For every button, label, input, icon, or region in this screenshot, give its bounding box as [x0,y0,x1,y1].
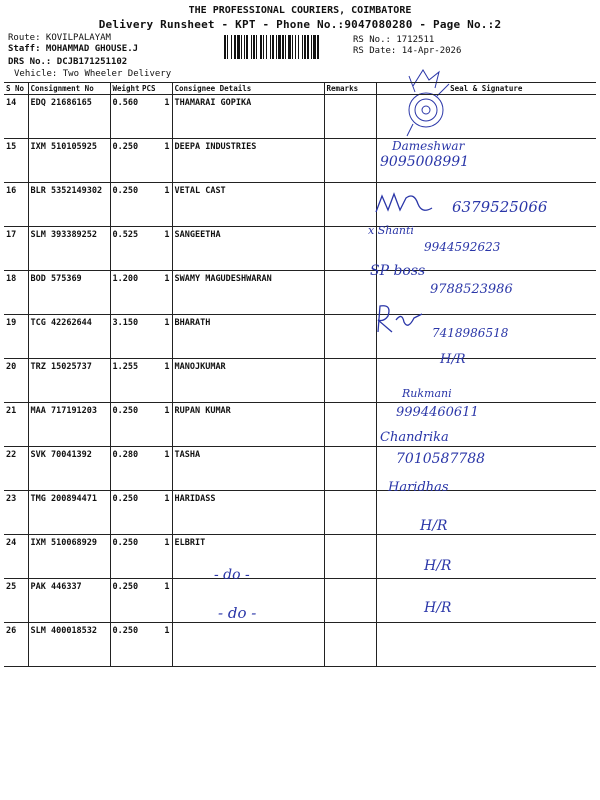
cell-consignee [172,623,324,667]
staff-label: Staff: MOHAMMAD GHOUSE.J [8,44,139,54]
column-header-consignment: Consignment No [28,83,110,95]
cell-remarks [324,491,376,535]
handwritten-name-row15: Dameshwar [392,139,465,153]
cell-sno: 25 [4,579,28,623]
cell-sno: 15 [4,139,28,183]
handwritten-phone-row15: 9095008991 [380,154,470,170]
cell-sno: 18 [4,271,28,315]
column-header-signature: Seal & Signature [376,83,596,95]
cell-sno: 24 [4,535,28,579]
cell-consignment-no: PAK 446337 [28,579,110,623]
table-row [4,359,596,403]
cell-signature [376,623,596,667]
table-row [4,95,596,139]
cell-consignee: DEEPA INDUSTRIES [172,139,324,183]
handwritten-mark-row25: H/R [424,558,452,574]
cell-consignee: BHARATH [172,315,324,359]
table-header-row [4,83,596,95]
column-header-remarks: Remarks [324,83,376,95]
cell-signature [376,535,596,579]
cell-weight: 0.250 [110,183,140,227]
drs-label: DRS No.: [8,57,52,67]
cell-signature [376,491,596,535]
cell-weight: 3.150 [110,315,140,359]
rs-number: RS No.: 1712511 [353,35,435,45]
table-row [4,579,596,623]
table-row [4,403,596,447]
cell-signature [376,579,596,623]
consignment-table [4,82,596,667]
handwritten-phone-row18: 9788523986 [430,282,513,297]
route-label: Route: KOVILPALAYAM [8,33,111,43]
cell-remarks [324,447,376,491]
cell-pcs: 1 [140,359,172,403]
cell-consignment-no: SLM 393389252 [28,227,110,271]
cell-consignee: HARIDASS [172,491,324,535]
vehicle-label: Vehicle: Two Wheeler Delivery [14,69,172,79]
handwritten-name-row23: Haridhas [388,480,449,495]
cell-sno: 17 [4,227,28,271]
cell-consignment-no: BLR 5352149302 [28,183,110,227]
cell-consignment-no: EDQ 21686165 [28,95,110,139]
cell-remarks [324,579,376,623]
cell-sno: 22 [4,447,28,491]
cell-remarks [324,403,376,447]
handwritten-ditto-row25: - do - [214,567,250,583]
cell-weight: 1.200 [110,271,140,315]
cell-pcs: 1 [140,227,172,271]
cell-weight: 0.250 [110,579,140,623]
cell-weight: 0.250 [110,403,140,447]
cell-consignment-no: TRZ 15025737 [28,359,110,403]
cell-weight: 0.525 [110,227,140,271]
cell-remarks [324,95,376,139]
cell-consignee: VETAL CAST [172,183,324,227]
cell-pcs: 1 [140,535,172,579]
column-header-consignee: Consignee Details [172,83,324,95]
cell-weight: 0.250 [110,491,140,535]
handwritten-phone-row17: 9944592623 [424,240,501,254]
handwritten-phone-row16: 6379525066 [452,198,548,216]
signature-row16 [372,188,462,218]
table-row [4,623,596,667]
cell-consignee: ELBRIT [172,535,324,579]
cell-consignee: SWAMY MAGUDESHWARAN [172,271,324,315]
document-subtitle: Delivery Runsheet - KPT - Phone No.:9047080280 - Page No.:2 [98,18,502,31]
cell-remarks [324,315,376,359]
drs-number [8,57,127,67]
cell-sno: 19 [4,315,28,359]
cell-consignment-no: SLM 400018532 [28,623,110,667]
table-row [4,139,596,183]
cell-pcs: 1 [140,447,172,491]
handwritten-phone-row19: 7418986518 [432,326,509,340]
cell-consignment-no: BOD 575369 [28,271,110,315]
column-header-pcs: PCS [140,83,172,95]
cell-consignee: THAMARAI GOPIKA [172,95,324,139]
table-row [4,535,596,579]
rs-date: RS Date: 14-Apr-2026 [353,46,462,56]
cell-consignee: RUPAN KUMAR [172,403,324,447]
cell-remarks [324,359,376,403]
cell-remarks [324,535,376,579]
handwritten-mark-row20: H/R [440,352,466,367]
cell-sno: 23 [4,491,28,535]
handwritten-phone-row22: 7010587788 [396,451,486,467]
handwritten-phone-row21: 9994460611 [396,405,479,420]
cell-weight: 0.250 [110,623,140,667]
barcode-graphic [224,35,348,59]
cell-pcs: 1 [140,579,172,623]
column-header-weight: Weight [110,83,140,95]
cell-pcs: 1 [140,271,172,315]
document-title: THE PROFESSIONAL COURIERS, COIMBATORE [188,5,412,16]
cell-remarks [324,139,376,183]
handwritten-ditto-row26: - do - [218,604,257,622]
cell-sno: 21 [4,403,28,447]
cell-pcs: 1 [140,183,172,227]
cell-consignee: SANGEETHA [172,227,324,271]
cell-sno: 16 [4,183,28,227]
table-row [4,491,596,535]
cell-remarks [324,623,376,667]
handwritten-mark-row24: H/R [420,518,448,534]
cell-signature [376,95,596,139]
cell-consignee: TASHA [172,447,324,491]
cell-consignment-no: IXM 510068929 [28,535,110,579]
cell-pcs: 1 [140,491,172,535]
handwritten-name-row17: x Shanti [368,224,414,237]
cell-consignee: MANOJKUMAR [172,359,324,403]
table-row [4,227,596,271]
cell-remarks [324,271,376,315]
handwritten-name-row21: Rukmani [402,387,452,400]
drs-value: DCJB171251102 [56,57,128,67]
cell-weight: 1.255 [110,359,140,403]
cell-sno: 26 [4,623,28,667]
cell-pcs: 1 [140,623,172,667]
cell-weight: 0.280 [110,447,140,491]
cell-consignment-no: MAA 717191203 [28,403,110,447]
cell-weight: 0.560 [110,95,140,139]
cell-pcs: 1 [140,95,172,139]
handwritten-name-row18: SP boss [370,263,426,279]
cell-sno: 20 [4,359,28,403]
cell-remarks [324,183,376,227]
cell-consignment-no: SVK 70041392 [28,447,110,491]
cell-consignment-no: TMG 200894471 [28,491,110,535]
cell-pcs: 1 [140,139,172,183]
signature-row19 [372,302,432,336]
cell-weight: 0.250 [110,139,140,183]
cell-sno: 14 [4,95,28,139]
cell-consignment-no: TCG 42262644 [28,315,110,359]
cell-pcs: 1 [140,403,172,447]
cell-pcs: 1 [140,315,172,359]
table-row [4,447,596,491]
handwritten-mark-row26: H/R [424,600,452,616]
column-header-sno: S No [4,83,28,95]
cell-consignment-no: IXM 510105925 [28,139,110,183]
cell-weight: 0.250 [110,535,140,579]
handwritten-name-row22: Chandrika [380,430,449,445]
